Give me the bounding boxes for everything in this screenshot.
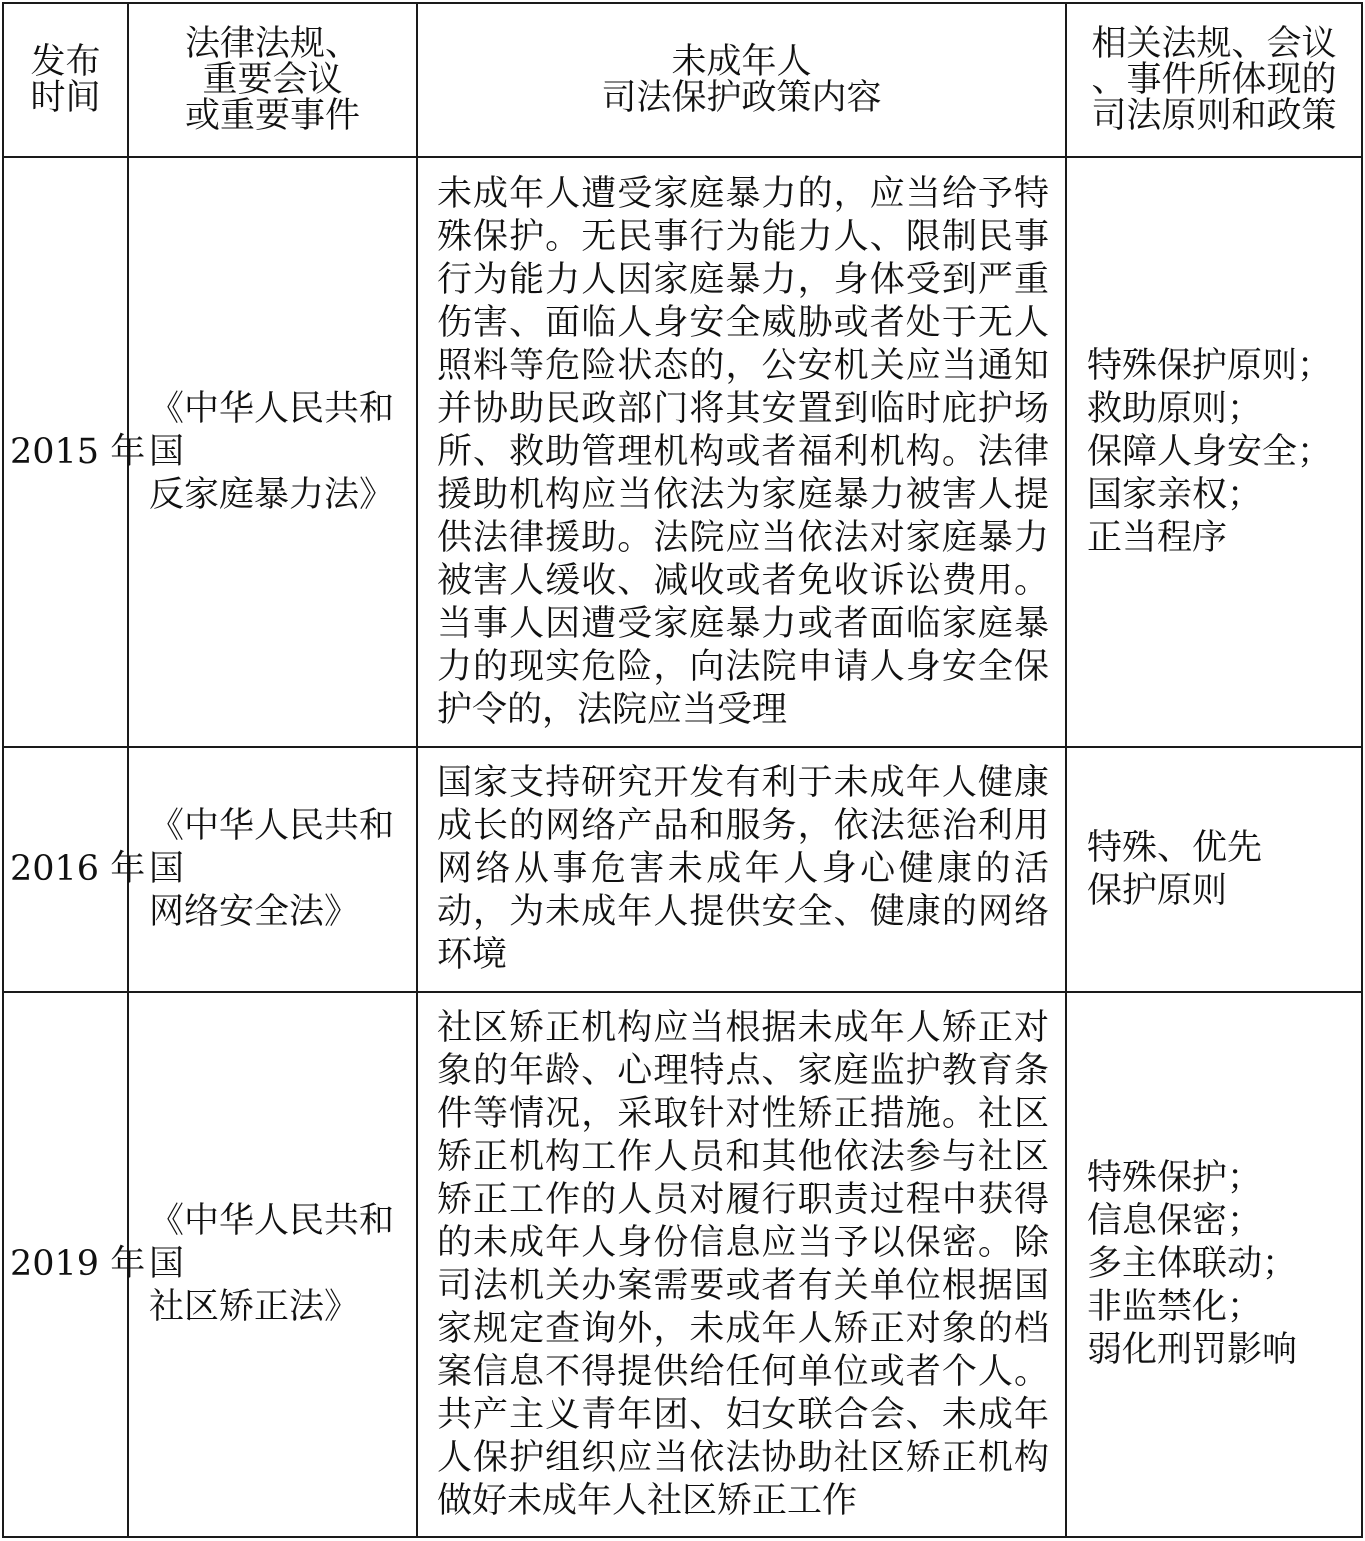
header-cell-date [3,3,128,157]
content-cell: 国家支持研究开发有利于未成年人健康成长的网络产品和服务，依法惩治利用网络从事危害未成年人身心健康的活动，为未成年人提供安全、健康的网络环境 [417,747,1066,992]
header-content-label: 未成年人 司法保护政策内容 [601,42,882,118]
year-cell: 2019 年 [3,992,128,1537]
header-law-label: 法律法规、 重要会议 或重要事件 [184,24,360,136]
law-cell: 《中华人民共和国 社区矫正法》 [128,992,417,1537]
year-cell: 2015 年 [3,157,128,747]
law-cell: 《中华人民共和国 反家庭暴力法》 [128,157,417,747]
table-row [3,992,1362,1537]
policy-table [2,2,1363,1538]
year-cell: 2016 年 [3,747,128,992]
header-cell-content [417,3,1066,157]
header-date-label: 发布 时间 [30,42,101,118]
principles-cell: 特殊保护原则； 救助原则； 保障人身安全； 国家亲权； 正当程序 [1066,157,1362,747]
header-row [3,3,1362,157]
principles-cell: 特殊、优先 保护原则 [1066,747,1362,992]
content-cell: 未成年人遭受家庭暴力的，应当给予特殊保护。无民事行为能力人、限制民事行为能力人因家庭暴力，身体受到严重伤害、面临人身安全威胁或者处于无人照料等危险状态的，公安机关应当通知并协助民政部门将其安置到临时庇护场所、救助管理机构或者福利机构。法律援助机构应当依法为家庭暴力被害人提供法律援助。法院应当依法对家庭暴力被害人缓收、减收或者免收诉讼费用。当事人因遭受家庭暴力或者面临家庭暴力的现实危险，向法院申请人身安全保护令的，法院应当受理 [417,157,1066,747]
header-principles-label: 相关法规、会议 、事件所体现的 司法原则和政策 [1091,24,1337,136]
table-row [3,747,1362,992]
header-cell-law [128,3,417,157]
principles-cell: 特殊保护； 信息保密； 多主体联动； 非监禁化； 弱化刑罚影响 [1066,992,1362,1537]
table-row [3,157,1362,747]
header-cell-principles [1066,3,1362,157]
content-cell: 社区矫正机构应当根据未成年人矫正对象的年龄、心理特点、家庭监护教育条件等情况，采取针对性矫正措施。社区矫正机构工作人员和其他依法参与社区矫正工作的人员对履行职责过程中获得的未成年人身份信息应当予以保密。除司法机关办案需要或者有关单位根据国家规定查询外，未成年人矫正对象的档案信息不得提供给任何单位或者个人。共产主义青年团、妇女联合会、未成年人保护组织应当依法协助社区矫正机构做好未成年人社区矫正工作 [417,992,1066,1537]
law-cell: 《中华人民共和国 网络安全法》 [128,747,417,992]
